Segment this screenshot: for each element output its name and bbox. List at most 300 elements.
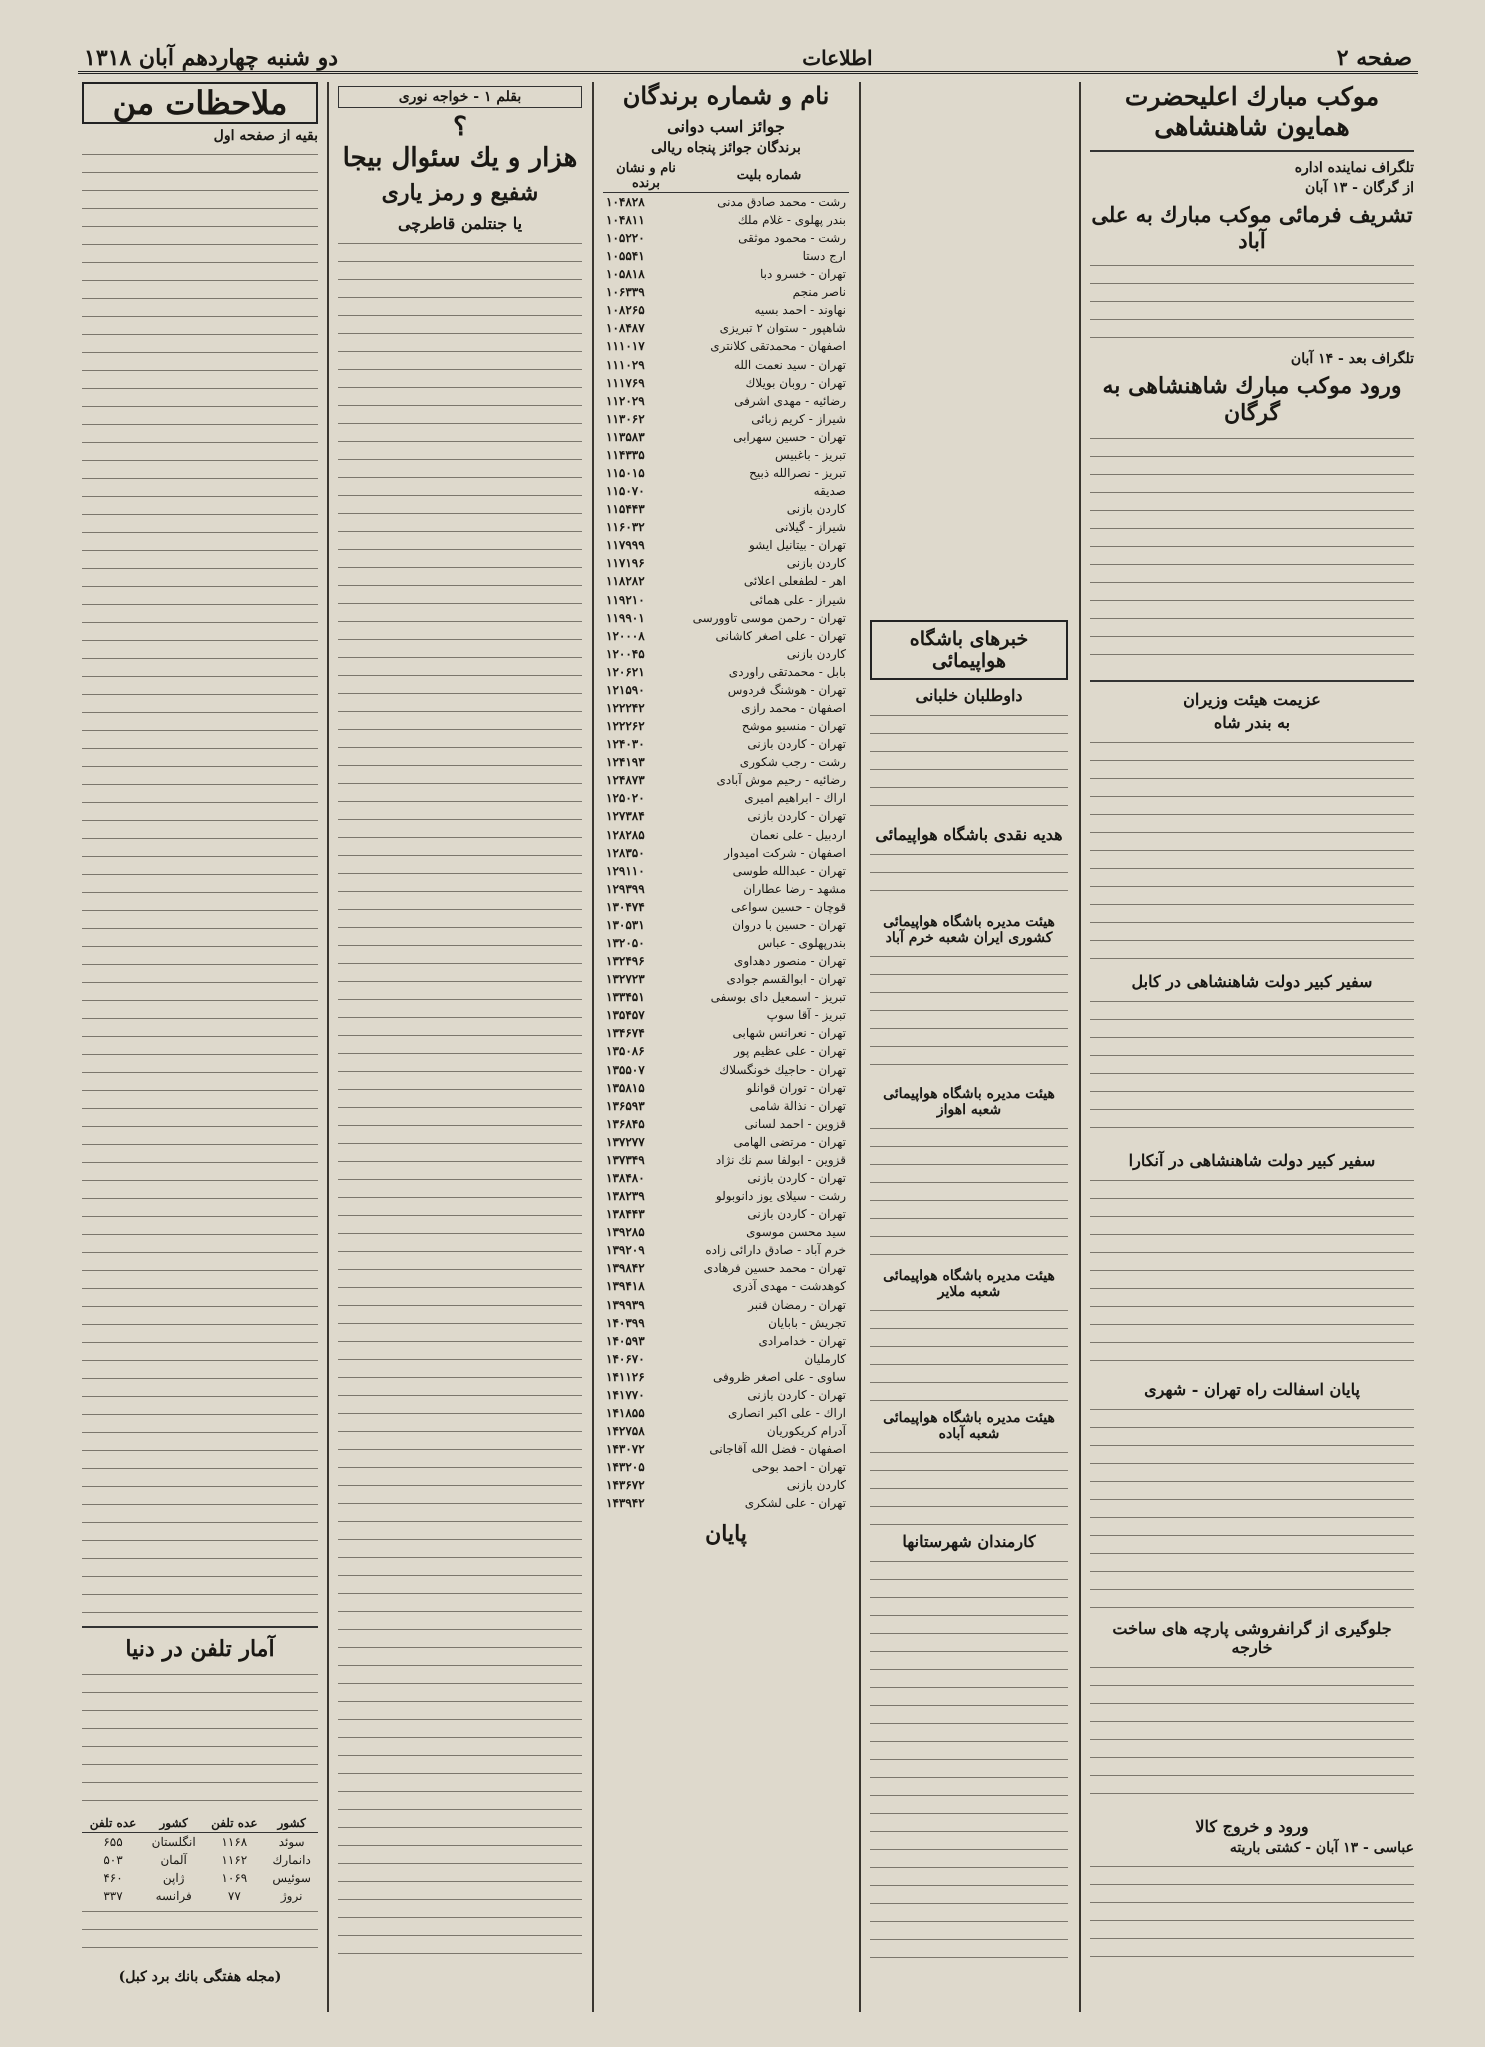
ticket-number: ۱۲۸۲۸۵	[606, 827, 645, 842]
winner-name: شاهپور - ستوان ۲ تبريزى	[719, 321, 846, 336]
winner-name: قزوين - احمد لسانى	[744, 1116, 846, 1131]
table-row	[603, 1386, 849, 1404]
article-body	[82, 1668, 318, 1808]
ticket-number: ۱۱۵۴۴۳	[606, 502, 645, 517]
ticket-number: ۱۳۷۲۷۷	[606, 1134, 645, 1149]
table-row	[603, 753, 849, 771]
continuation-note: بقيه از صفحه اول	[213, 128, 318, 145]
ticket-number: ۱۲۴۱۹۳	[606, 755, 645, 770]
ticket-number: ۱۳۵۴۵۷	[606, 1008, 645, 1023]
article-title: هزار و يك سئوال بيجا	[342, 143, 578, 174]
table-row	[603, 1422, 849, 1440]
ticket-number: ۱۴۱۷۷۰	[606, 1387, 645, 1402]
ticket-number: ۱۴۳۶۷۲	[606, 1478, 645, 1493]
winners-table	[603, 160, 849, 1513]
article-title: ورود موكب مبارك شاهنشاهى به گرگان	[1102, 372, 1402, 426]
table-row	[603, 645, 849, 663]
masthead	[78, 44, 1418, 74]
table-row	[603, 1097, 849, 1115]
article-title: هيئت مديره باشگاه هواپيمائى شعبه آباده	[883, 1410, 1055, 1442]
column-header: شماره بليت	[689, 160, 849, 193]
table-row	[603, 1133, 849, 1151]
winner-name: تهران - كاردن بازنى	[747, 1387, 846, 1402]
column-header: عده تلفن	[82, 1814, 144, 1833]
table-cell: ۱۱۶۲	[221, 1852, 248, 1867]
ticket-number: ۱۰۴۸۲۸	[606, 194, 645, 209]
table-row	[82, 1869, 318, 1887]
winner-name: كاردن بازنى	[786, 1478, 846, 1493]
winner-name: تجريش - بابايان	[768, 1315, 846, 1330]
table-row	[603, 1024, 849, 1042]
winner-name: بابل - محمدتقى راوردى	[728, 664, 846, 679]
article-title: سفير كبير دولت شاهنشاهى در كابل	[1131, 971, 1373, 991]
ticket-number: ۱۱۵۰۱۵	[606, 465, 645, 480]
table-cell: ۶۵۵	[103, 1834, 123, 1849]
table-row	[603, 229, 849, 247]
winner-name: تهران - نذالة شامى	[749, 1098, 846, 1113]
ticket-number: ۱۳۸۲۳۹	[606, 1189, 645, 1204]
ticket-number: ۱۳۴۶۷۴	[606, 1026, 645, 1041]
winner-name: قوچان - حسين سواعى	[731, 899, 846, 914]
table-row	[603, 735, 849, 753]
ticket-number: ۱۲۴۸۷۳	[606, 773, 645, 788]
ticket-number: ۱۰۸۴۸۷	[606, 321, 645, 336]
table-row	[603, 898, 849, 916]
winner-name: ناصر منجم	[792, 285, 846, 300]
end-mark: پايان	[705, 1520, 747, 1547]
article-body	[1090, 736, 1414, 966]
ticket-number: ۱۱۹۹۰۱	[606, 610, 645, 625]
table-row	[603, 446, 849, 464]
article-body	[1090, 995, 1414, 1145]
table-row	[603, 536, 849, 554]
ticket-number: ۱۰۶۳۳۹	[606, 285, 645, 300]
article-title: هيئت مديره باشگاه هواپيمائى كشورى ايران شعبه خرم آباد	[883, 914, 1055, 946]
ticket-number: ۱۰۵۵۴۱	[606, 249, 645, 264]
table-row	[603, 1187, 849, 1205]
ticket-number: ۱۱۱۷۶۹	[606, 375, 645, 390]
article-title: جلوگيرى از گرانفروشى پارچه هاى ساخت خارجه	[1112, 1618, 1392, 1657]
winner-name: اصفهان - محمد رازى	[741, 700, 846, 715]
table-row	[603, 1042, 849, 1060]
table-row	[603, 482, 849, 500]
table-cell: نروژ	[280, 1888, 303, 1903]
telegraph-line: تلگراف بعد - ۱۴ آبان	[1290, 350, 1414, 367]
issue-date: دو شنبه چهاردهم آبان ۱۳۱۸	[84, 44, 339, 71]
ticket-number: ۱۳۳۴۵۱	[606, 990, 645, 1005]
table-row	[603, 1259, 849, 1277]
article-title: هديه نقدى باشگاه هواپيمائى	[875, 825, 1063, 844]
newspaper-name: اطلاعات	[802, 45, 873, 70]
winner-name: كاردن بازنى	[786, 556, 846, 571]
ticket-number: ۱۰۴۸۱۱	[606, 212, 645, 227]
table-row	[603, 826, 849, 844]
article-body	[870, 1122, 1068, 1262]
winner-name: تهران - منصور دهداوى	[733, 954, 846, 969]
table-row	[603, 988, 849, 1006]
article-subtitle: شفيع و رمز يارى	[381, 180, 539, 207]
winner-name: تبريز - اسمعيل داى بوسفى	[710, 990, 846, 1005]
winner-name: تبريز - باغبيس	[774, 447, 846, 462]
table-row	[603, 265, 849, 283]
column-rule	[592, 82, 594, 2012]
article-title: پايان اسفالت راه تهران - شهرى	[1144, 1379, 1360, 1399]
table-row	[603, 283, 849, 301]
ticket-number: ۱۳۸۴۴۳	[606, 1207, 645, 1222]
table-row	[603, 518, 849, 536]
winner-name: رشت - محمود موثقى	[738, 230, 846, 245]
article-body	[870, 848, 1068, 908]
table-row	[603, 428, 849, 446]
ticket-number: ۱۳۸۴۸۰	[606, 1171, 645, 1186]
article-body	[1090, 432, 1414, 672]
table-row	[603, 1440, 849, 1458]
table-row	[603, 1169, 849, 1187]
table-cell: ۱۰۶۹	[221, 1870, 248, 1885]
table-row	[603, 681, 849, 699]
ticket-number: ۱۱۸۲۸۲	[606, 574, 645, 589]
article-body	[1090, 1661, 1414, 1811]
winner-name: كاردن بازنى	[786, 502, 846, 517]
winner-name: تهران - خدامرادى	[758, 1333, 846, 1348]
article-title: كارمندان شهرستانها	[902, 1532, 1036, 1551]
table-cell: ژاپن	[162, 1870, 185, 1885]
winner-name: تبريز - نصرالله ذبيح	[749, 465, 846, 480]
ticket-number: ۱۱۱۰۱۷	[606, 339, 645, 354]
ticket-number: ۱۴۲۷۵۸	[606, 1424, 645, 1439]
winner-name: نهاوند - احمد بسيه	[754, 303, 846, 318]
article-body	[870, 950, 1068, 1080]
ticket-number: ۱۳۶۸۴۵	[606, 1116, 645, 1131]
winner-name: اراك - على اكبر انصارى	[727, 1406, 846, 1421]
ticket-number: ۱۳۶۵۹۳	[606, 1098, 645, 1113]
table-cell: ۳۳۷	[103, 1888, 123, 1903]
ticket-number: ۱۳۹۲۰۹	[606, 1243, 645, 1258]
dateline: از گرگان - ۱۳ آبان	[1305, 180, 1414, 196]
table-row	[603, 609, 849, 627]
winner-name: تهران - كاردن بازنى	[747, 1207, 846, 1222]
table-row	[603, 663, 849, 681]
column-lottery-winners	[595, 82, 857, 2012]
column-aviation-club	[862, 620, 1076, 2012]
table-row	[603, 1006, 849, 1024]
winner-name: كارمليان	[804, 1351, 846, 1366]
table-row	[603, 1314, 849, 1332]
telegraph-line: تلگراف نماينده اداره	[1294, 160, 1414, 176]
ticket-number: ۱۱۳۵۸۳	[606, 429, 645, 444]
winner-name: رشت - رجب شكورى	[739, 755, 846, 770]
ticket-number: ۱۲۱۵۹۰	[606, 682, 645, 697]
page-number: صفحه ۲	[1336, 44, 1412, 71]
article-body	[870, 1304, 1068, 1404]
ticket-number: ۱۲۷۳۸۴	[606, 809, 645, 824]
section-subtitle: جوائز اسب دوانى	[667, 116, 785, 136]
table-row	[603, 572, 849, 590]
table-row	[603, 789, 849, 807]
ticket-number: ۱۱۳۰۶۲	[606, 411, 645, 426]
winner-name: تهران - محمد حسين فرهادى	[703, 1261, 846, 1276]
table-cell: سوئيس	[272, 1870, 311, 1885]
article-title: هيئت مديره باشگاه هواپيمائى شعبه ملاير	[883, 1268, 1055, 1300]
table-row	[603, 1476, 849, 1494]
table-cell: ۴۶۰	[103, 1870, 123, 1885]
table-row	[603, 1115, 849, 1133]
table-row	[603, 591, 849, 609]
table-row	[603, 1296, 849, 1314]
table-row	[603, 356, 849, 374]
winner-name: تهران - كاردن بازنى	[747, 1171, 846, 1186]
article-body	[1090, 1174, 1414, 1374]
ticket-number: ۱۳۷۳۴۹	[606, 1152, 645, 1167]
table-row	[603, 1079, 849, 1097]
ticket-number: ۱۳۹۴۱۸	[606, 1279, 645, 1294]
winner-name: تهران - كاردن بازنى	[747, 737, 846, 752]
table-row	[603, 1151, 849, 1169]
winner-name: تهران - كاردن بازنى	[747, 809, 846, 824]
table-row	[603, 807, 849, 825]
winner-name: تهران - ابوالقسم جوادى	[726, 972, 846, 987]
ticket-number: ۱۳۲۴۹۶	[606, 954, 645, 969]
column-header: عده تلفن	[203, 1814, 265, 1833]
winner-name: تهران - هوشنگ فردوس	[727, 682, 846, 697]
ticket-number: ۱۴۰۶۷۰	[606, 1351, 645, 1366]
winner-name: كاردن بازنى	[786, 646, 846, 661]
winner-name: تهران - منسيو موشح	[741, 719, 846, 734]
winner-name: شيراز - كريم زبائى	[751, 411, 846, 426]
headline: موکب مبارك اعليحضرت همايون شاهنشاهى	[1124, 82, 1380, 141]
dateline: عباسى - ۱۳ آبان - كشتى باريته	[1229, 1839, 1414, 1856]
telephone-stats-table	[82, 1814, 318, 1905]
article-title: آمار تلفن در دنيا	[125, 1636, 275, 1663]
article-body	[82, 1905, 318, 1965]
winner-name: تهران - حاجيك خونگسلاك	[719, 1062, 846, 1077]
ticket-number: ۱۲۹۱۱۰	[606, 863, 645, 878]
table-row	[603, 554, 849, 572]
table-row	[603, 934, 849, 952]
table-row	[603, 771, 849, 789]
ticket-number: ۱۳۰۵۳۱	[606, 917, 645, 932]
winner-name: تهران - روبان بويلاك	[745, 375, 846, 390]
table-row	[603, 337, 849, 355]
ticket-number: ۱۳۵۰۸۶	[606, 1044, 645, 1059]
table-caption: برندگان جوائز پنجاه ريالى	[651, 139, 801, 156]
table-cell: ۵۰۳	[103, 1852, 123, 1867]
article-body	[1090, 1860, 1414, 1970]
ticket-number: ۱۱۹۲۱۰	[606, 592, 645, 607]
winner-name: تهران - احمد بوحى	[751, 1460, 846, 1475]
article-title: تشريف فرمائى موكب مبارك به على آباد	[1091, 202, 1413, 254]
ticket-number: ۱۱۷۹۹۹	[606, 538, 645, 553]
table-row	[603, 880, 849, 898]
ticket-number: ۱۲۰۰۰۸	[606, 628, 645, 643]
column-header: كشور	[265, 1814, 318, 1833]
ticket-number: ۱۴۰۵۹۳	[606, 1333, 645, 1348]
table-row	[603, 410, 849, 428]
article-body	[870, 1555, 1068, 1975]
winner-name: ارج دستا	[802, 249, 846, 264]
winner-name: كوهدشت - مهدى آذرى	[732, 1279, 846, 1294]
table-row	[603, 1350, 849, 1368]
table-row	[603, 392, 849, 410]
article-author: يا جنتلمن قاطرچى	[397, 213, 523, 233]
column-rule	[859, 82, 861, 2012]
ticket-number: ۱۱۱۰۲۹	[606, 357, 645, 372]
winner-name: اصفهان - شركت اميدوار	[724, 845, 846, 860]
table-row	[603, 1368, 849, 1386]
ticket-number: ۱۲۸۳۵۰	[606, 845, 645, 860]
winner-name: تهران - عبدالله طوسى	[732, 863, 846, 878]
winner-name: سيد محسن موسوى	[746, 1225, 846, 1240]
ticket-number: ۱۲۰۶۲۱	[606, 664, 645, 679]
winner-name: تهران - رحمن موسى تاوورسى	[692, 610, 846, 625]
winner-name: تهران - سيد نعمت الله	[733, 357, 846, 372]
winner-name: اهر - لطفعلى اعلائى	[743, 574, 846, 589]
table-row	[82, 1851, 318, 1869]
table-row	[603, 301, 849, 319]
table-row	[603, 627, 849, 645]
table-cell: ۱۱۶۸	[221, 1834, 248, 1849]
article-body	[1090, 1403, 1414, 1613]
table-row	[603, 862, 849, 880]
winner-name: آدرام كريكوريان	[766, 1424, 846, 1439]
source-note: (مجله هفتگى بانك برد كبل)	[118, 1968, 282, 1985]
table-row	[603, 211, 849, 229]
ticket-number: ۱۲۵۰۲۰	[606, 791, 645, 806]
article-title: عزيمت هيئت وزيران	[1183, 689, 1321, 709]
ticket-number: ۱۴۱۸۵۵	[606, 1406, 645, 1421]
ticket-number: ۱۴۰۳۹۹	[606, 1315, 645, 1330]
winner-name: تهران - بيتانيل ايشو	[748, 538, 846, 553]
ticket-number: ۱۲۰۰۴۵	[606, 646, 645, 661]
winner-name: رشت - محمد صادق مدنى	[717, 194, 846, 209]
winner-name: تهران - توران قوانلو	[746, 1080, 846, 1095]
column-essay	[330, 82, 590, 2012]
byline: بقلم ۱ - خواجه نورى	[338, 86, 582, 108]
article-body	[1090, 259, 1414, 347]
ticket-number: ۱۳۵۵۰۷	[606, 1062, 645, 1077]
winner-name: تهران - مرتضى الهامى	[733, 1134, 846, 1149]
table-row	[603, 1277, 849, 1295]
table-row	[82, 1832, 318, 1851]
ticket-number: ۱۴۳۲۰۵	[606, 1460, 645, 1475]
ticket-number: ۱۳۹۹۳۹	[606, 1297, 645, 1312]
table-row	[603, 1205, 849, 1223]
winner-name: ساوى - على اصغر ظروفى	[713, 1369, 846, 1384]
table-row	[603, 1223, 849, 1241]
winner-name: اصفهان - فضل الله آقاجانى	[709, 1442, 846, 1457]
winner-name: رشت - سيلاى يوز دانوبولو	[715, 1189, 846, 1204]
ticket-number: ۱۱۴۳۳۵	[606, 447, 645, 462]
ticket-number: ۱۴۳۰۷۲	[606, 1442, 645, 1457]
column-observations	[74, 82, 326, 2012]
winner-name: صديقه	[813, 484, 846, 499]
article-body	[870, 1446, 1068, 1526]
table-row	[603, 970, 849, 988]
table-row	[603, 699, 849, 717]
table-row	[603, 1061, 849, 1079]
ticket-number: ۱۳۵۸۱۵	[606, 1080, 645, 1095]
table-row	[603, 500, 849, 518]
winner-name: تهران - نعرانس شهابى	[732, 1026, 846, 1041]
winner-name: رضائيه - مهدى اشرفى	[734, 393, 846, 408]
winner-name: اردبيل - على نعمان	[750, 827, 846, 842]
winner-name: اصفهان - محمدتقى كلانترى	[710, 339, 846, 354]
section-title: ملاحظات من	[82, 82, 318, 124]
winner-name: بندر پهلوى - غلام ملك	[737, 212, 846, 227]
article-title: داوطلبان خلبانى	[915, 686, 1023, 705]
ticket-number: ۱۲۴۰۳۰	[606, 737, 645, 752]
ticket-number: ۱۲۲۲۶۲	[606, 719, 645, 734]
winner-name: اراك - ابراهيم اميرى	[744, 791, 846, 806]
table-row	[603, 1404, 849, 1422]
article-title: ورود و خروج كالا	[1195, 1816, 1309, 1836]
column-header: كشور	[144, 1814, 203, 1833]
article-body	[82, 148, 318, 1618]
table-cell: فرانسه	[155, 1888, 192, 1903]
ticket-number: ۱۱۷۱۹۶	[606, 556, 645, 571]
ticket-number: ۱۱۶۰۳۲	[606, 520, 645, 535]
table-row	[603, 952, 849, 970]
column-rule	[1079, 82, 1081, 2012]
ticket-number: ۱۰۵۲۲۰	[606, 230, 645, 245]
section-title: نام و شماره برندگان	[622, 82, 830, 110]
table-cell: دانمارك	[272, 1852, 311, 1867]
article-body	[338, 237, 582, 1957]
table-cell: انگلستان	[151, 1834, 196, 1849]
table-row	[603, 1332, 849, 1350]
winner-name: تهران - خسرو دبا	[759, 267, 846, 282]
ticket-number: ۱۱۲۰۲۹	[606, 393, 645, 408]
ticket-number: ۱۰۸۲۶۵	[606, 303, 645, 318]
table-row	[603, 717, 849, 735]
table-row	[603, 374, 849, 392]
ticket-number: ۱۳۹۲۸۵	[606, 1225, 645, 1240]
ticket-number: ۱۴۱۱۲۶	[606, 1369, 645, 1384]
ticket-number: ۱۳۲۰۵۰	[606, 936, 645, 950]
ticket-number: ۱۲۲۲۴۲	[606, 700, 645, 715]
table-row	[603, 1494, 849, 1512]
winner-name: قزوين - ابولفا سم نك نژاد	[715, 1152, 846, 1167]
article-title: سفير كبير دولت شاهنشاهى در آنكارا	[1128, 1150, 1376, 1170]
table-row	[82, 1887, 318, 1905]
article-title: هيئت مديره باشگاه هواپيمائى شعبه اهواز	[883, 1086, 1055, 1118]
ticket-number: ۱۰۵۸۱۸	[606, 267, 645, 282]
ticket-number: ۱۱۵۰۷۰	[606, 484, 645, 499]
question-mark: ؟	[453, 112, 467, 142]
column-header: نام و نشان برنده	[603, 160, 689, 193]
winner-name: تهران - على اصغر كاشانى	[715, 628, 846, 643]
winner-name: رضائيه - رحيم موش آبادى	[716, 773, 846, 788]
winner-name: خرم آباد - صادق دارائى زاده	[705, 1243, 846, 1258]
table-row	[603, 192, 849, 211]
table-row	[603, 916, 849, 934]
article-subtitle: به بندر شاه	[1213, 712, 1291, 732]
table-row	[603, 464, 849, 482]
ticket-number: ۱۴۳۹۴۲	[606, 1496, 645, 1511]
winner-name: تهران - حسين با دروان	[732, 917, 846, 932]
winner-name: شيراز - گيلانى	[775, 520, 846, 535]
winner-name: تهران - على عظيم پور	[733, 1044, 846, 1059]
winner-name: تهران - رمضان قنبر	[748, 1297, 846, 1312]
winner-name: تهران - على لشكرى	[744, 1496, 846, 1511]
ticket-number: ۱۳۰۴۷۴	[606, 899, 645, 914]
table-row	[603, 844, 849, 862]
ticket-number: ۱۳۹۸۴۲	[606, 1261, 645, 1276]
winner-name: بندرپهلوى - عباس	[757, 936, 846, 950]
section-title: خبرهاى باشگاه هواپيمائى	[870, 620, 1068, 680]
winner-name: تبريز - آقا سوپ	[766, 1008, 846, 1023]
table-cell: ۷۷	[227, 1888, 241, 1903]
